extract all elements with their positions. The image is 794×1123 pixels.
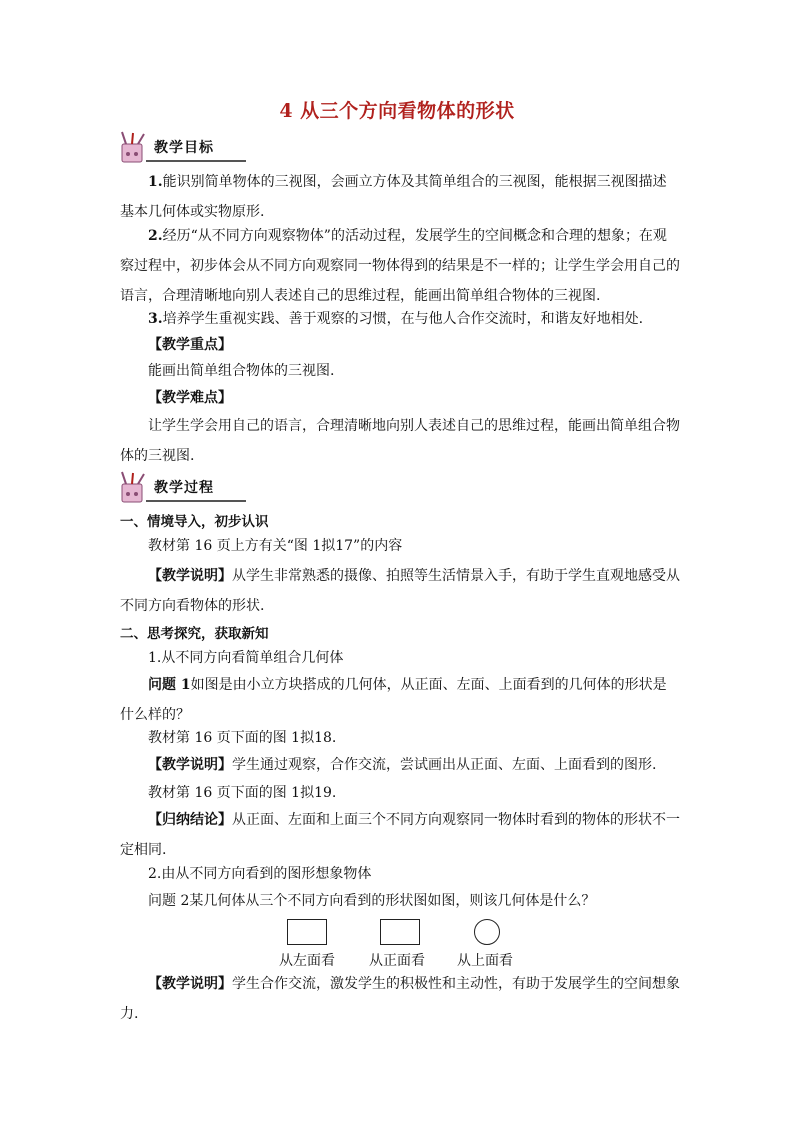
note-3 [120, 969, 680, 1029]
question-1-label: 问题 1 [148, 677, 191, 693]
note-text: 从学生非常熟悉的摄像、拍照等生活情景入手，有助于学生直观地感受从不同方向看物体的形状. [120, 568, 680, 614]
goal-2-text: 经历“从不同方向观察物体”的活动过程，发展学生的空间概念和合理的想象；在观察过程中，初步体会从不同方向观察同一物体得到的结果是不一样的；让学生学会用自己的语言，合理清晰地向别人表述自己的思维过程，能画出简单组合物体的三视图. [120, 228, 680, 304]
banner-label: 教学过程 [154, 480, 214, 496]
goal-1-text: 能识别简单物体的三视图，会画立方体及其简单组合的三视图，能根据三视图描述基本几何体或实物原形. [120, 174, 667, 220]
note-label: 【教学说明】 [148, 757, 232, 773]
goal-2 [120, 221, 680, 311]
section-1-heading: 一、情境导入，初步认识 [120, 514, 269, 530]
left-view-caption: 从左面看 [279, 953, 335, 969]
banner-label: 教学目标 [154, 140, 214, 156]
banner-underline [146, 500, 246, 502]
figure-18-ref: 教材第 16 页下面的图 1拟18. [148, 730, 337, 746]
section-banner-process [116, 470, 246, 508]
note-label: 【教学说明】 [148, 568, 232, 584]
section-1-text: 教材第 16 页上方有关“图 1拟17”的内容 [148, 538, 403, 554]
goal-1 [120, 167, 680, 227]
key-point-label: 【教学重点】 [148, 337, 232, 353]
subsection-1: 1.从不同方向看简单组合几何体 [148, 650, 344, 666]
banner-underline [146, 160, 246, 162]
subsection-2: 2.由从不同方向看到的图形想象物体 [148, 866, 372, 882]
section-banner-goals [116, 130, 246, 168]
question-1 [120, 670, 680, 730]
left-view-rectangle [287, 919, 327, 945]
page-title: 4 从三个方向看物体的形状 [279, 100, 515, 122]
figure-19-ref: 教材第 16 页下面的图 1拟19. [148, 785, 337, 801]
note-label: 【教学说明】 [148, 976, 232, 992]
goal-2-number: 2. [148, 228, 163, 244]
conclusion-text: 从正面、左面和上面三个不同方向观察同一物体时看到的物体的形状不一定相同. [120, 812, 680, 858]
key-point-text: 能画出简单组合物体的三视图. [148, 363, 335, 379]
top-view-circle [474, 919, 500, 945]
question-1-text: 如图是由小立方块搭成的几何体，从正面、左面、上面看到的几何体的形状是什么样的？ [120, 677, 667, 723]
goal-3-text: 培养学生重视实践、善于观察的习惯，在与他人合作交流时，和谐友好地相处. [162, 311, 644, 327]
top-view-caption: 从上面看 [457, 953, 513, 969]
note-text: 学生通过观察，合作交流，尝试画出从正面、左面、上面看到的图形. [232, 757, 657, 773]
front-view-caption: 从正面看 [369, 953, 425, 969]
goal-1-number: 1. [148, 174, 163, 190]
conclusion-label: 【归纳结论】 [148, 812, 232, 828]
difficulty-label: 【教学难点】 [148, 390, 232, 406]
pencil-cup-icon [116, 470, 150, 506]
section-2-heading: 二、思考探究，获取新知 [120, 626, 269, 642]
goal-3-number: 3. [148, 311, 163, 327]
conclusion [120, 805, 680, 865]
difficulty-text: 让学生学会用自己的语言，合理清晰地向别人表述自己的思维过程，能画出简单组合物体的三视图. [120, 418, 680, 464]
front-view-rectangle [380, 919, 420, 945]
section-1-note [120, 561, 680, 621]
note-text: 学生合作交流，激发学生的积极性和主动性，有助于发展学生的空间想象力. [120, 976, 680, 1022]
note-2 [120, 750, 680, 780]
pencil-cup-icon [116, 130, 150, 166]
question-2: 问题 2某几何体从三个不同方向看到的形状图如图，则该几何体是什么？ [148, 893, 596, 909]
